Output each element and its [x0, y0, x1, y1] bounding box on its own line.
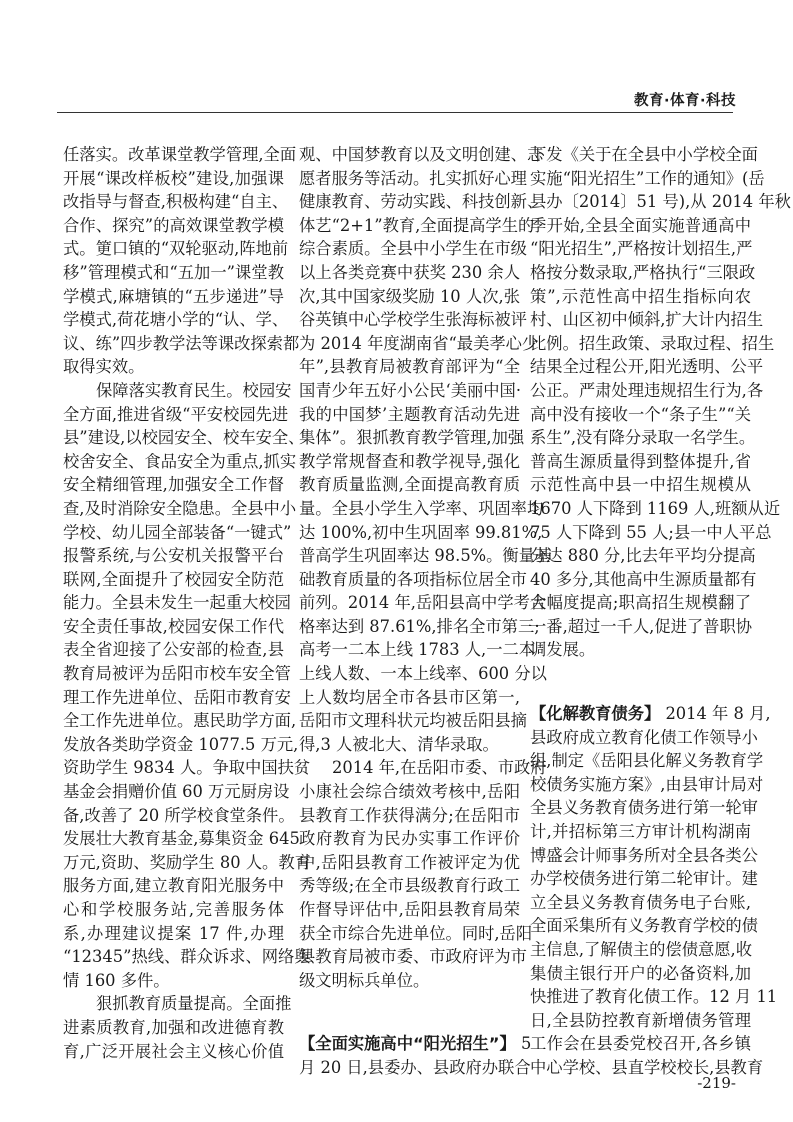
line-text: 发展壮大教育基金,募集资金 645	[63, 829, 300, 849]
text-line	[299, 851, 520, 875]
text-line	[299, 804, 520, 828]
line-text: 小康社会综合绩效考核中,岳阳	[299, 782, 520, 802]
text-line	[63, 662, 291, 686]
text-line	[63, 190, 289, 214]
line-text: 础教育质量的各项指标位居全市	[299, 569, 527, 589]
text-line	[63, 308, 289, 332]
text-line	[530, 355, 764, 379]
text-line	[530, 615, 751, 639]
text-line	[299, 945, 527, 969]
text-line	[63, 403, 289, 427]
text-line	[530, 962, 751, 986]
line-text: 为 2014 年度湖南省“最美孝心少	[299, 333, 539, 353]
text-line	[299, 709, 527, 733]
text-line	[63, 945, 311, 969]
text-line	[63, 780, 290, 804]
text-line	[530, 638, 751, 662]
text-line	[299, 898, 520, 922]
line-text: 2014 年,在岳阳市委、市政府	[332, 758, 547, 778]
text-line	[63, 568, 284, 592]
text-line	[63, 851, 311, 875]
line-text: 系生”,没有降分录取一名学生。	[530, 428, 756, 448]
line-text: 工作会在县委党校召开,各乡镇	[530, 1034, 751, 1054]
line-text: 县教育工作获得满分;在岳阳市	[299, 805, 520, 825]
text-line	[63, 237, 289, 261]
header-divider	[57, 112, 733, 113]
text-line	[63, 1016, 284, 1040]
text-line	[530, 450, 751, 474]
text-line	[530, 891, 751, 915]
line-text: 集债主银行开户的必备资料,加	[530, 963, 751, 983]
text-line	[530, 473, 751, 497]
text-line	[63, 521, 292, 545]
text-line	[530, 261, 756, 285]
line-text: 作督导评估中,岳阳县教育局荣	[299, 900, 520, 919]
line-text: 上线人数、一本上线率、600 分以	[299, 664, 547, 684]
line-text: 教学常规督查和教学视导,强化	[299, 451, 520, 471]
text-line	[530, 379, 764, 403]
text-line	[530, 726, 758, 750]
paragraph	[63, 143, 300, 379]
line-text: 开展“课改样板校”建设,加强课	[63, 168, 284, 188]
text-line	[299, 190, 544, 214]
text-line	[299, 1032, 532, 1056]
line-text: 报警系统,与公安机关报警平台	[63, 546, 284, 566]
text-line	[530, 403, 751, 427]
line-text: 村、山区初中倾斜,扩大计内招生	[530, 310, 764, 330]
line-text: 心和学校服务站,完善服务体	[63, 900, 284, 919]
line-text: 谷英镇中心学校学生张海标被评	[299, 310, 527, 330]
text-column-2	[299, 143, 552, 1080]
line-text: 1670 人下降到 1169 人,班额从近	[530, 498, 781, 518]
text-line	[530, 214, 751, 238]
section-heading: 【化解教育债务】	[530, 704, 661, 724]
line-text: 情 160 多件。	[63, 970, 170, 990]
text-line	[63, 638, 284, 662]
line-text: 改指导与督查,积极构建“自主、	[63, 192, 289, 212]
line-text: 全方面,推进省级“平安校园先进	[63, 404, 289, 424]
text-line	[63, 544, 284, 568]
text-line	[63, 332, 300, 356]
text-line	[63, 473, 284, 497]
line-text: 观、中国梦教育以及文明创建、志	[299, 145, 544, 164]
line-text: 5	[515, 1034, 532, 1054]
text-line	[299, 1056, 531, 1080]
line-text: 40 多分,其他高中生源质量都有	[530, 569, 757, 589]
text-line	[299, 922, 533, 946]
line-text: 育,广泛开展社会主义核心价值	[63, 1041, 284, 1061]
text-line	[299, 332, 539, 356]
text-line	[63, 615, 284, 639]
line-text: 式。筻口镇的“双轮驱动,阵地前	[63, 239, 289, 259]
line-text: 格率达到 87.61%,排名全市第三;	[299, 616, 540, 636]
text-line	[530, 773, 764, 797]
line-text: 获全市综合先进单位。同时,岳阳	[299, 923, 533, 943]
text-line	[299, 615, 540, 639]
line-text: 联网,全面提升了校园安全防范	[63, 569, 284, 589]
line-text: 一番,超过一千人,促进了普职协	[530, 616, 753, 636]
text-line	[530, 749, 764, 773]
text-line	[299, 308, 527, 332]
text-line	[63, 898, 284, 922]
line-text: 达 100%,初中生巩固率 99.81%,	[299, 522, 543, 542]
line-text: 次,其中国家级奖励 10 人次,张	[299, 286, 520, 306]
paragraph	[530, 702, 778, 1080]
line-text: 上人数均居全市各县市区第一,	[299, 687, 520, 707]
text-line	[530, 332, 775, 356]
text-line	[63, 285, 284, 309]
line-text: 国青少年五好小公民‘美丽中国·	[299, 380, 522, 400]
line-text: 愿者服务等活动。扎实抓好心理	[299, 168, 527, 188]
line-text: 万元,资助、奖励学生 80 人。教育	[63, 852, 311, 872]
line-text: 实施“阳光招生”工作的通知》(岳	[530, 168, 765, 188]
line-text: 高中没有接收一个“条子生”“关	[530, 404, 751, 424]
text-line	[530, 867, 758, 891]
text-line	[530, 914, 758, 938]
text-line	[530, 143, 758, 167]
line-text: 季开始,全县全面实施普通高中	[530, 215, 751, 235]
line-text: 体艺“2+1”教育,全面提高学生的	[299, 215, 535, 235]
text-line	[299, 355, 520, 379]
line-text: 任落实。改革课堂教学管理,全面	[63, 145, 297, 164]
text-line	[299, 969, 520, 993]
line-text: 组,制定《岳阳县化解义务教育学	[530, 751, 764, 771]
line-text: 县”建设,以校园安全、校车安全、	[63, 428, 305, 448]
text-line	[63, 756, 311, 780]
line-text: 调发展。	[530, 640, 596, 660]
line-text: 保障落实教育民生。校园安	[96, 380, 292, 400]
text-line	[530, 426, 756, 450]
paragraph	[299, 756, 547, 992]
line-text: 前列。2014 年,岳阳县高中学考合	[299, 593, 547, 613]
line-text: 服务方面,建立教育阳光服务中	[63, 876, 284, 896]
line-text: 日,全县防控教育新增债务管理	[530, 1010, 751, 1030]
line-text: 县政府成立教育化债工作领导小	[530, 727, 758, 747]
text-line	[299, 756, 547, 780]
line-text: 教育质量监测,全面提高教育质	[299, 475, 520, 495]
line-text: 县教育局被市委、市政府评为市	[299, 947, 527, 967]
text-line	[299, 285, 520, 309]
text-line	[530, 308, 764, 332]
line-text: 学校、幼儿园全部装备“一键式”	[63, 522, 292, 542]
text-line	[63, 379, 292, 403]
line-text: 高考一二本上线 1783 人,一二本	[299, 640, 536, 660]
line-text: 查,及时消除安全隐患。全县中小	[63, 498, 297, 518]
line-text: 结果全过程公开,阳光透明、公平	[530, 357, 764, 377]
text-line	[530, 844, 758, 868]
text-line	[63, 992, 292, 1016]
line-text: 博盛会计师事务所对全县各类公	[530, 845, 758, 865]
line-text: 年”,县教育局被教育部评为“全	[299, 357, 520, 377]
text-line	[299, 568, 527, 592]
text-line	[299, 686, 520, 710]
line-text: 分达 880 分,比去年平均分提高	[530, 546, 756, 566]
line-text: 综合素质。全县中小学生在市级	[299, 239, 527, 259]
text-line	[299, 591, 547, 615]
line-text: 岳阳市文理科状元均被岳阳县摘	[299, 711, 527, 731]
text-line	[63, 733, 299, 757]
text-line	[530, 796, 758, 820]
text-line	[530, 497, 781, 521]
text-line	[63, 426, 305, 450]
text-line	[299, 167, 527, 191]
line-text: 计,并招标第三方审计机构湖南	[530, 822, 751, 842]
text-line	[299, 780, 520, 804]
text-line	[63, 969, 284, 993]
text-line	[299, 638, 536, 662]
section-title: 教育·体育·科技	[633, 93, 736, 109]
line-text: 全工作先进单位。惠民助学方面,	[63, 711, 297, 731]
line-text: 安全责任事故,校园安保工作代	[63, 616, 284, 636]
line-text: 以上各类竞赛中获奖 230 余人	[299, 262, 520, 282]
text-line	[63, 922, 284, 946]
text-line	[299, 426, 525, 450]
text-line	[530, 190, 791, 214]
line-text: 月 20 日,县委办、县政府办联合	[299, 1057, 531, 1077]
line-text: 2014 年 8 月,	[660, 704, 771, 724]
line-text: 议、练”四步教学法等课改探索都	[63, 333, 300, 353]
line-text: 基金会捐赠价值 60 万元厨房设	[63, 782, 290, 802]
text-line	[63, 591, 291, 615]
text-line	[63, 143, 297, 167]
text-line	[299, 214, 535, 238]
text-line	[530, 521, 772, 545]
line-text: 全面采集所有义务教育学校的债	[530, 916, 758, 936]
text-line	[63, 709, 297, 733]
text-line	[299, 497, 544, 521]
text-line	[299, 237, 527, 261]
line-text: 普高学生巩固率达 98.5%。衡量基	[299, 546, 552, 566]
text-line	[299, 450, 520, 474]
text-line	[530, 285, 751, 309]
text-line	[63, 686, 291, 710]
line-text: 秀等级;在全市县级教育行政工	[299, 876, 520, 896]
text-line	[63, 827, 300, 851]
line-text: 公正。严肃处理违规招生行为,各	[530, 380, 764, 400]
text-line	[530, 1009, 751, 1033]
section-heading: 【全面实施高中“阳光招生”】	[299, 1034, 516, 1054]
text-line	[530, 544, 756, 568]
line-text: 表全省迎接了公安部的检查,县	[63, 640, 284, 660]
text-line	[299, 143, 544, 167]
line-text: 主信息,了解债主的偿债意愿,收	[530, 940, 753, 959]
line-text: 集体”。狠抓教育教学管理,加强	[299, 428, 525, 448]
line-text: 移”管理模式和“五加一”课堂教	[63, 262, 284, 282]
text-line	[299, 521, 543, 545]
line-text: 中心学校、县直学校校长,县教育	[530, 1057, 764, 1077]
paragraph	[63, 992, 292, 1063]
line-text: 狠抓教育质量提高。全面推	[96, 994, 292, 1014]
paragraph	[299, 1032, 532, 1079]
text-line	[299, 733, 520, 757]
line-text: 取得实效。	[63, 357, 145, 377]
paragraph	[530, 143, 791, 662]
line-text: 合作、探究”的高效课堂教学模	[63, 215, 284, 235]
line-text: “阳光招生”,严格按计划招生,严	[530, 239, 753, 259]
line-text: 教育局被评为岳阳市校车安全管	[63, 664, 291, 684]
line-text: 立全县义务教育债务电子台账,	[530, 892, 751, 912]
text-line	[63, 1040, 284, 1064]
paragraph	[299, 143, 552, 756]
line-text: 系,办理建议提案 17 件,办理	[63, 923, 284, 943]
text-line	[530, 167, 765, 191]
line-text: 策”,示范性高中招生指标向农	[530, 286, 751, 306]
text-line	[299, 662, 547, 686]
line-text: “12345”热线、群众诉求、网络舆	[63, 947, 311, 967]
line-text: 大幅度提高;职高招生规模翻了	[530, 593, 751, 613]
text-line	[63, 450, 297, 474]
line-text: 得,3 人被北大、清华录取。	[299, 734, 499, 754]
line-text: 备,改善了 20 所学校食堂条件。	[63, 805, 295, 825]
line-text: 校舍安全、食品安全为重点,抓实	[63, 451, 297, 471]
line-text: 全县义务教育债务进行第一轮审	[530, 798, 758, 818]
text-line	[63, 804, 295, 828]
line-text: 发放各类助学资金 1077.5 万元,	[63, 734, 299, 754]
line-text: 下发《关于在全县中小学校全面	[530, 145, 758, 164]
line-text: 政府教育为民办实事工作评价	[299, 829, 520, 849]
text-line	[530, 702, 771, 726]
line-text: 健康教育、劳动实践、科技创新、	[299, 192, 544, 212]
text-line	[530, 591, 751, 615]
text-line	[299, 473, 520, 497]
line-text: 中,岳阳县教育工作被评定为优	[299, 852, 520, 872]
line-text: 比例。招生政策、录取过程、招生	[530, 333, 775, 353]
line-text: 办学校债务进行第二轮审计。建	[530, 869, 758, 889]
text-line	[530, 237, 751, 261]
line-text: 资助学生 9834 人。争取中国扶贫	[63, 758, 311, 778]
line-text: 能力。全县未发生一起重大校园	[63, 593, 291, 613]
text-line	[63, 261, 284, 285]
text-line	[299, 379, 520, 403]
text-line	[299, 827, 520, 851]
line-text: 快推进了教育化债工作。12 月 11	[530, 987, 778, 1007]
line-text: 我的中国梦’主题教育活动先进	[299, 404, 520, 424]
line-text: 安全精细管理,加强安全工作督	[63, 475, 284, 495]
page-number: -219-	[697, 1074, 736, 1092]
line-text: 级文明标兵单位。	[299, 970, 430, 990]
text-line	[530, 938, 751, 962]
line-text: 学模式,荷花塘小学的“认、学、	[63, 310, 289, 330]
line-text: 学模式,麻塘镇的“五步递进”导	[63, 286, 284, 306]
line-text: 理工作先进单位、岳阳市教育安	[63, 687, 291, 707]
text-line	[530, 985, 778, 1009]
line-text: 示范性高中县一中招生规模从	[530, 475, 751, 495]
paragraph	[63, 379, 311, 992]
text-line	[530, 1032, 751, 1056]
line-text: 县办〔2014〕51 号),从 2014 年秋	[530, 192, 791, 212]
text-line	[63, 874, 284, 898]
line-text: 75 人下降到 55 人;县一中人平总	[530, 522, 772, 542]
line-text: 量。全县小学生入学率、巩固率均	[299, 498, 544, 518]
text-column-3	[530, 143, 791, 1080]
line-text: 格按分数录取,严格执行“三限政	[530, 262, 756, 282]
line-text: 普高生源质量得到整体提升,省	[530, 451, 751, 471]
text-column-1	[63, 143, 311, 1063]
text-line	[299, 544, 552, 568]
text-line	[299, 403, 520, 427]
text-line	[530, 820, 751, 844]
text-line	[299, 261, 520, 285]
line-text: 校债务实施方案》,由县审计局对	[530, 774, 764, 794]
text-line	[63, 214, 284, 238]
text-line	[530, 568, 757, 592]
text-line	[63, 497, 297, 521]
text-line	[63, 167, 284, 191]
text-line	[63, 355, 284, 379]
line-text: 进素质教育,加强和改进德育教	[63, 1017, 284, 1037]
text-line	[299, 874, 520, 898]
